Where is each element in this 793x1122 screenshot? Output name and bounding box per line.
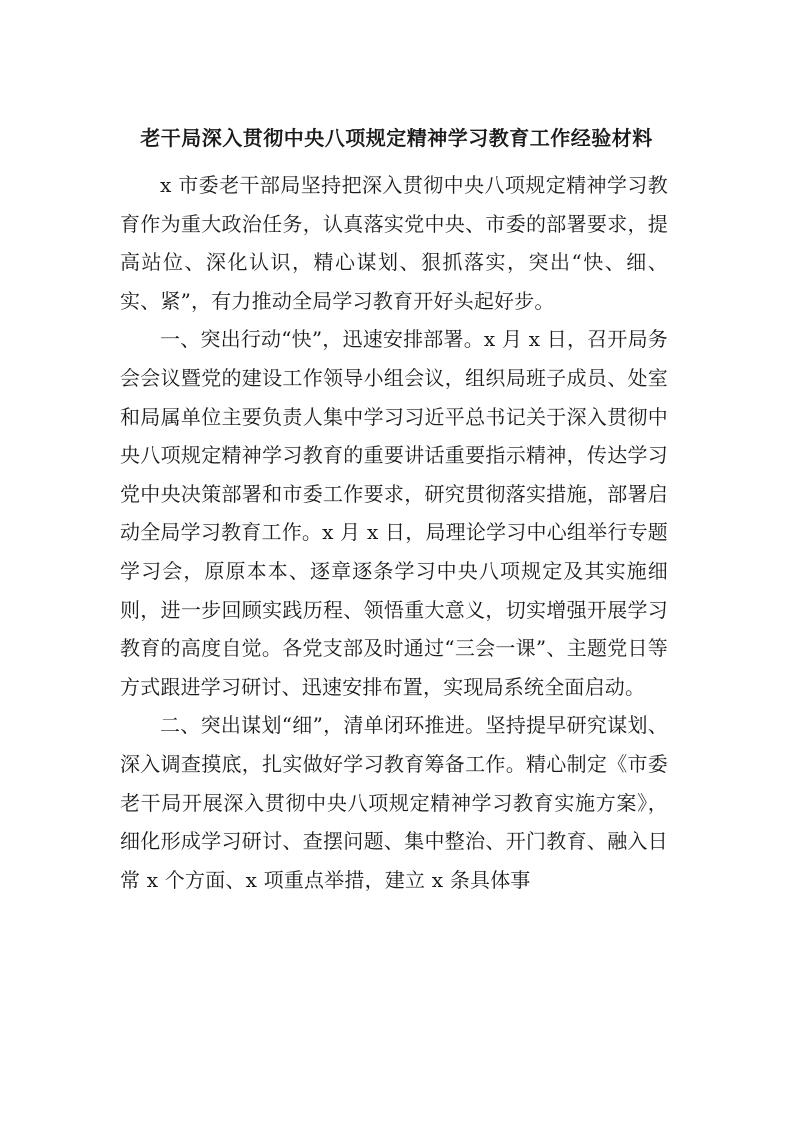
paragraph-section-two: 二、突出谋划“细”，清单闭环推进。坚持提早研究谋划、深入调查摸底，扎实做好学习教育筹备工作。精心制定《市委老干局开展深入贯彻中央八项规定精神学习教育实施方案》，细化形成学习研讨、查摆问题、集中整治、开门教育、融入日常 x 个方面、x 项重点举措，建立 x 条具体事: [120, 713, 668, 892]
document-body: [120, 166, 668, 899]
paragraph-section-one: 一、突出行动“快”，迅速安排部署。x 月 x 日，召开局务会会议暨党的建设工作领导小组会议，组织局班子成员、处室和局属单位主要负责人集中学习习近平总书记关于深入贯彻中央八项规定精神学习教育的重要讲话重要指示精神，传达学习党中央决策部署和市委工作要求，研究贯彻落实措施，部署启动全局学习教育工作。x 月 x 日，局理论学习中心组举行专题学习会，原原本本、逐章逐条学习中央八项规定及其实施细则，进一步回顾实践历程、领悟重大意义，切实增强开展学习教育的高度自觉。各党支部及时通过“三会一课”、主题党日等方式跟进学习研讨、迅速安排布置，实现局系统全面启动。: [120, 327, 668, 699]
paragraph-intro: x 市委老干部局坚持把深入贯彻中央八项规定精神学习教育作为重大政治任务，认真落实党中央、市委的部署要求，提高站位、深化认识，精心谋划、狠抓落实，突出“快、细、实、紧”，有力推动全局学习教育开好头起好步。: [120, 173, 668, 313]
document-title: 老干局深入贯彻中央八项规定精神学习教育工作经验材料: [140, 126, 653, 150]
